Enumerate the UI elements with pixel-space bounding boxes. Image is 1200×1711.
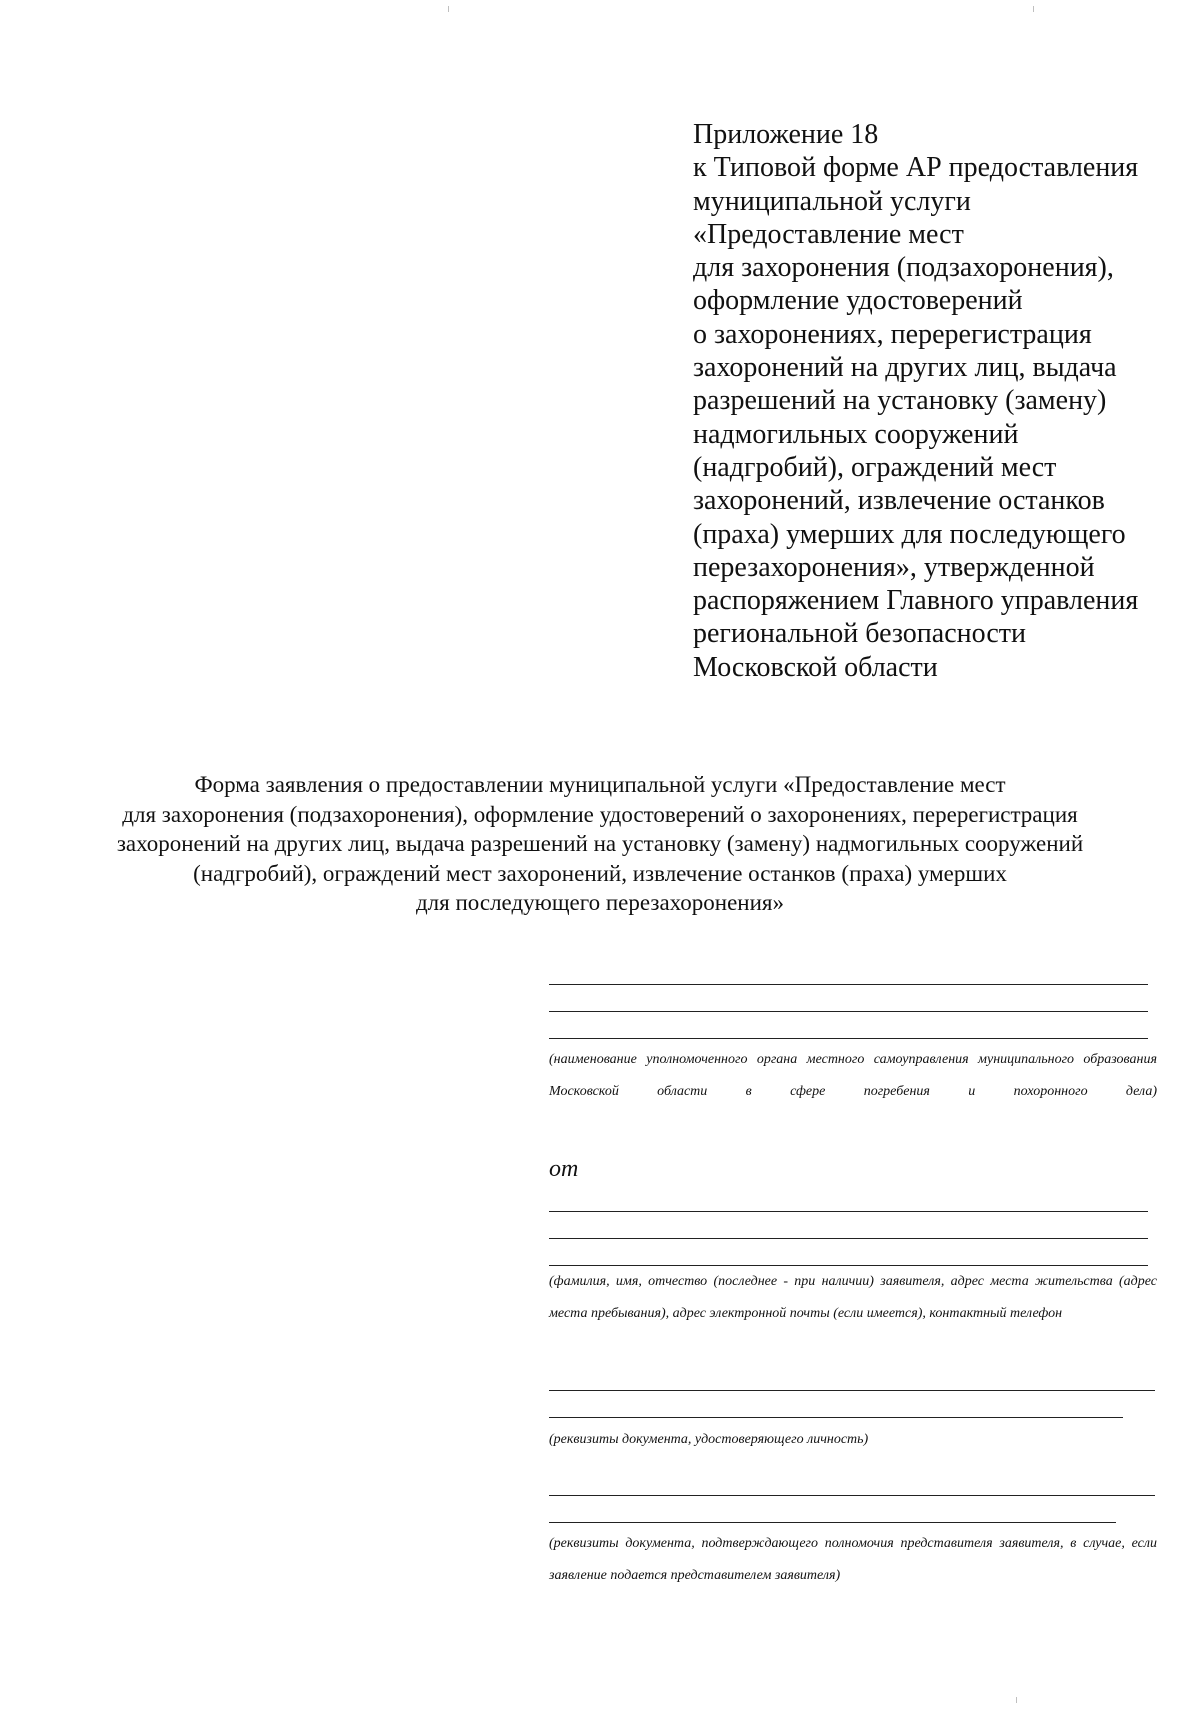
appendix-line: муниципальной услуги xyxy=(693,185,971,217)
addressee-blank-line[interactable] xyxy=(549,1038,1148,1039)
appendix-line: распоряжением Главного управления xyxy=(693,585,1139,617)
form-title xyxy=(100,770,1100,918)
addressee-caption: (наименование уполномоченного органа местного самоуправления муниципального образования Московской области в сфере погребения и похоронного дела) xyxy=(549,1052,1157,1099)
appendix-line: оформление удостоверений xyxy=(693,285,1023,317)
appendix-line: Московской области xyxy=(693,651,938,683)
identity-document-caption: (реквизиты документа, удостоверяющего личность) xyxy=(549,1432,869,1447)
addressee-blank-line[interactable] xyxy=(549,1011,1148,1012)
appendix-line: надмогильных сооружений xyxy=(693,418,1019,450)
scan-speck xyxy=(448,6,449,12)
identity-document-blank-line[interactable] xyxy=(549,1417,1123,1418)
scan-speck xyxy=(1033,6,1034,12)
identity-document-blank-line[interactable] xyxy=(549,1390,1155,1391)
appendix-line: Приложение 18 xyxy=(693,119,879,150)
addressee-blank-line[interactable] xyxy=(549,984,1148,985)
form-title-line: (надгробий), ограждений мест захоронений, извлечение останков (праха) умерших xyxy=(193,860,1007,886)
form-title-line: для захоронения (подзахоронения), оформление удостоверений о захоронениях, перерегистрация xyxy=(122,801,1078,827)
appendix-line: (надгробий), ограждений мест xyxy=(693,451,1057,483)
applicant-blank-line[interactable] xyxy=(549,1238,1148,1239)
appendix-line: «Предоставление мест xyxy=(693,218,964,250)
form-title-line: для последующего перезахоронения» xyxy=(415,890,785,915)
appendix-line: разрешений на установку (замену) xyxy=(693,385,1107,417)
appendix-line: захоронений, извлечение останков xyxy=(693,485,1105,517)
scan-speck xyxy=(1016,1697,1017,1703)
appendix-line: к Типовой форме АР предоставления xyxy=(693,152,1139,184)
from-label: от xyxy=(549,1156,579,1182)
representative-document-blank-line[interactable] xyxy=(549,1495,1155,1496)
form-title-line: Форма заявления о предоставлении муниципальной услуги «Предоставление мест xyxy=(194,772,1006,797)
representative-document-blank-line[interactable] xyxy=(549,1522,1116,1523)
appendix-line: региональной безопасности xyxy=(693,618,1026,650)
applicant-caption: (фамилия, имя, отчество (последнее - при наличии) заявителя, адрес места жительства (адрес места пребывания), адрес электронной почты (если имеется), контактный телефон xyxy=(549,1274,1157,1321)
appendix-line: перезахоронения», утвержденной xyxy=(693,551,1095,583)
appendix-line: (праха) умерших для последующего xyxy=(693,518,1126,550)
appendix-line: для захоронения (подзахоронения), xyxy=(693,252,1114,284)
appendix-line: о захоронениях, перерегистрация xyxy=(693,318,1092,350)
applicant-blank-line[interactable] xyxy=(549,1211,1148,1212)
representative-document-caption: (реквизиты документа, подтверждающего полномочия представителя заявителя, в случае, если заявление подается представителем заявителя) xyxy=(549,1536,1157,1583)
appendix-note xyxy=(693,118,1173,684)
appendix-line: захоронений на других лиц, выдача xyxy=(693,352,1117,384)
form-title-line: захоронений на других лиц, выдача разрешений на установку (замену) надмогильных сооружений xyxy=(116,831,1084,856)
